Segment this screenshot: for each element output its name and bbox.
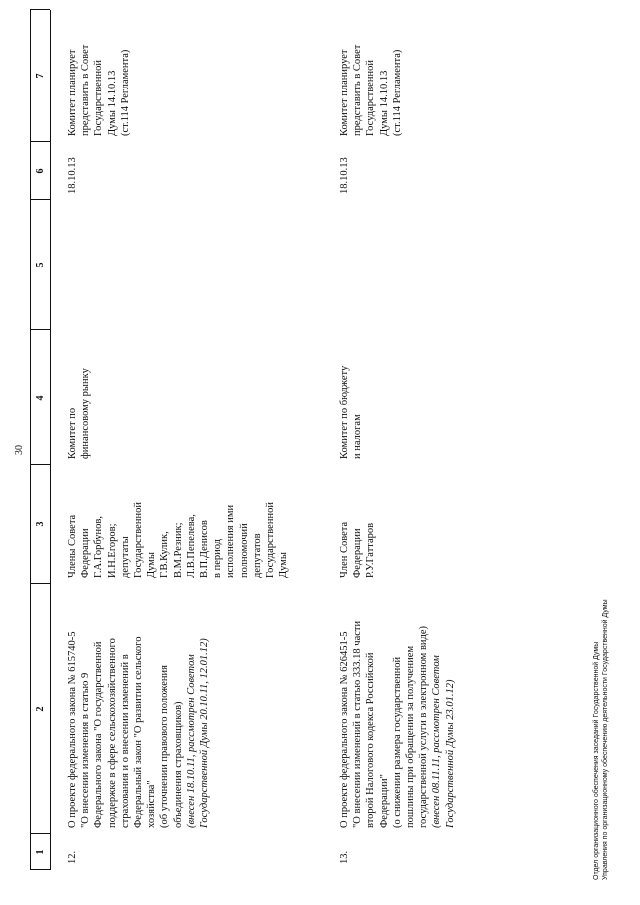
plan-line: Комитет планирует bbox=[339, 49, 350, 136]
bill-title-line: второй Налогового кодекса Российской bbox=[365, 652, 377, 828]
deadline-date: 18.10.13 bbox=[67, 157, 78, 194]
initiator-line: Федерации bbox=[352, 528, 364, 578]
initiator-line: Государственной bbox=[265, 502, 277, 578]
committee-line: Комитет по бюджету bbox=[339, 365, 350, 459]
bill-title-line: О проекте федерального закона № 626451-5 bbox=[339, 631, 350, 828]
bill-note-line: Государственной Думы 23.01.12) bbox=[444, 679, 456, 828]
column-border bbox=[30, 464, 50, 465]
responsible-committee bbox=[66, 368, 92, 459]
bill-note-line: Государственной Думы 20.10.11, 12.01.12) bbox=[199, 638, 211, 828]
initiator-line: Федерации bbox=[80, 528, 92, 578]
col-header-1: 1 bbox=[35, 849, 46, 855]
table-top-border bbox=[30, 10, 31, 870]
initiators bbox=[338, 522, 378, 578]
column-border bbox=[30, 141, 50, 142]
bill-title-line: государственной услуги в электронном виде) bbox=[418, 625, 430, 828]
footer-line: Управления по организационному обеспечению деятельности Государственной Думы bbox=[602, 599, 609, 880]
bill-title-line: объединения страховщиков) bbox=[172, 701, 184, 828]
plan-line: представить в Совет bbox=[352, 44, 364, 136]
col-header-7: 7 bbox=[35, 73, 46, 79]
bill-title-line: Федеральный закон "О развитии сельского bbox=[133, 636, 145, 828]
initiator-line: Думы bbox=[278, 552, 290, 578]
initiator-line: Член Совета bbox=[339, 521, 350, 578]
bill-title-line: (о снижении размера государственной bbox=[391, 656, 403, 828]
plan-line: (ст.114 Регламента) bbox=[391, 49, 403, 136]
bill-description bbox=[338, 621, 457, 828]
rotated-page bbox=[8, 10, 608, 880]
col-header-3: 3 bbox=[35, 521, 46, 527]
plan-line: Комитет планирует bbox=[67, 49, 78, 136]
bill-title-line: пошлины при обращении за получением bbox=[405, 645, 417, 828]
column-border bbox=[30, 833, 50, 834]
col-header-2: 2 bbox=[35, 706, 46, 712]
committee-line: Комитет по bbox=[67, 407, 78, 459]
responsible-committee bbox=[338, 366, 364, 459]
initiator-line: Члены Совета bbox=[67, 514, 78, 578]
initiator-line: полномочий bbox=[238, 523, 250, 578]
initiator-line: депутаты bbox=[119, 536, 131, 578]
initiator-line: В.П.Денисов bbox=[199, 520, 211, 578]
bill-title-line: страхования и о внесении изменений в bbox=[119, 654, 131, 828]
deadline-date: 18.10.13 bbox=[339, 157, 350, 194]
column-border bbox=[30, 329, 50, 330]
header-bottom-border bbox=[50, 10, 51, 870]
col-header-6: 6 bbox=[35, 168, 46, 174]
initiator-line: Государственной bbox=[133, 502, 145, 578]
initiator-line: депутатов bbox=[251, 533, 263, 578]
bill-title-line: хозяйства" bbox=[146, 780, 158, 828]
plan-note bbox=[66, 45, 132, 136]
initiator-line: Думы bbox=[146, 552, 158, 578]
column-border bbox=[30, 583, 50, 584]
initiator-line: Р.У.Гаттаров bbox=[365, 522, 377, 578]
plan-line: (ст.114 Регламента) bbox=[119, 49, 131, 136]
bill-title-line: Федерального закона "О государственной bbox=[93, 641, 105, 828]
initiator-line: в период bbox=[212, 538, 224, 578]
initiator-line: Г.В.Кулик, bbox=[159, 531, 171, 578]
column-border bbox=[30, 199, 50, 200]
row-number: 13. bbox=[339, 850, 350, 864]
bill-title-line: поддержке в сфере сельскохозяйственного bbox=[106, 638, 118, 828]
plan-line: Государственной bbox=[365, 60, 377, 136]
row-number: 12. bbox=[67, 850, 78, 864]
bill-description bbox=[66, 631, 211, 828]
committee-line: финансовому рынку bbox=[80, 368, 92, 459]
col-header-5: 5 bbox=[35, 262, 46, 268]
bill-title-line: О проекте федерального закона № 615740-5 bbox=[67, 631, 78, 828]
column-border bbox=[30, 9, 50, 10]
page-number: 30 bbox=[14, 445, 25, 455]
initiators bbox=[66, 502, 290, 578]
plan-line: Государственной bbox=[93, 60, 105, 136]
column-border bbox=[30, 869, 50, 870]
footer-line: Отдел организационного обеспечения заседаний Государственной Думы bbox=[593, 641, 600, 880]
bill-title-line: (об уточнении правового положения bbox=[159, 665, 171, 828]
bill-title-line: "О внесении изменения в статью 9 bbox=[80, 672, 92, 828]
plan-line: Думы 14.10.13 bbox=[378, 70, 390, 136]
initiator-line: И.Н.Егоров; bbox=[106, 523, 118, 578]
plan-note bbox=[338, 45, 404, 136]
initiator-line: Г.А.Горбунов, bbox=[93, 515, 105, 578]
initiator-line: В.М.Резник; bbox=[172, 522, 184, 578]
bill-note-line: (внесен 18.10.11, рассмотрен Советом bbox=[185, 654, 197, 828]
bill-title-line: "О внесении изменений в статью 333.18 части bbox=[352, 620, 364, 828]
initiator-line: исполнения ими bbox=[225, 504, 237, 578]
bill-title-line: Федерации" bbox=[378, 774, 390, 828]
col-header-4: 4 bbox=[35, 395, 46, 401]
initiator-line: Л.В.Пепелева, bbox=[185, 514, 197, 578]
bill-note-line: (внесен 08.11.11, рассмотрен Советом bbox=[431, 655, 443, 828]
plan-line: представить в Совет bbox=[80, 44, 92, 136]
plan-line: Думы 14.10.13 bbox=[106, 70, 118, 136]
committee-line: и налогам bbox=[352, 414, 364, 459]
